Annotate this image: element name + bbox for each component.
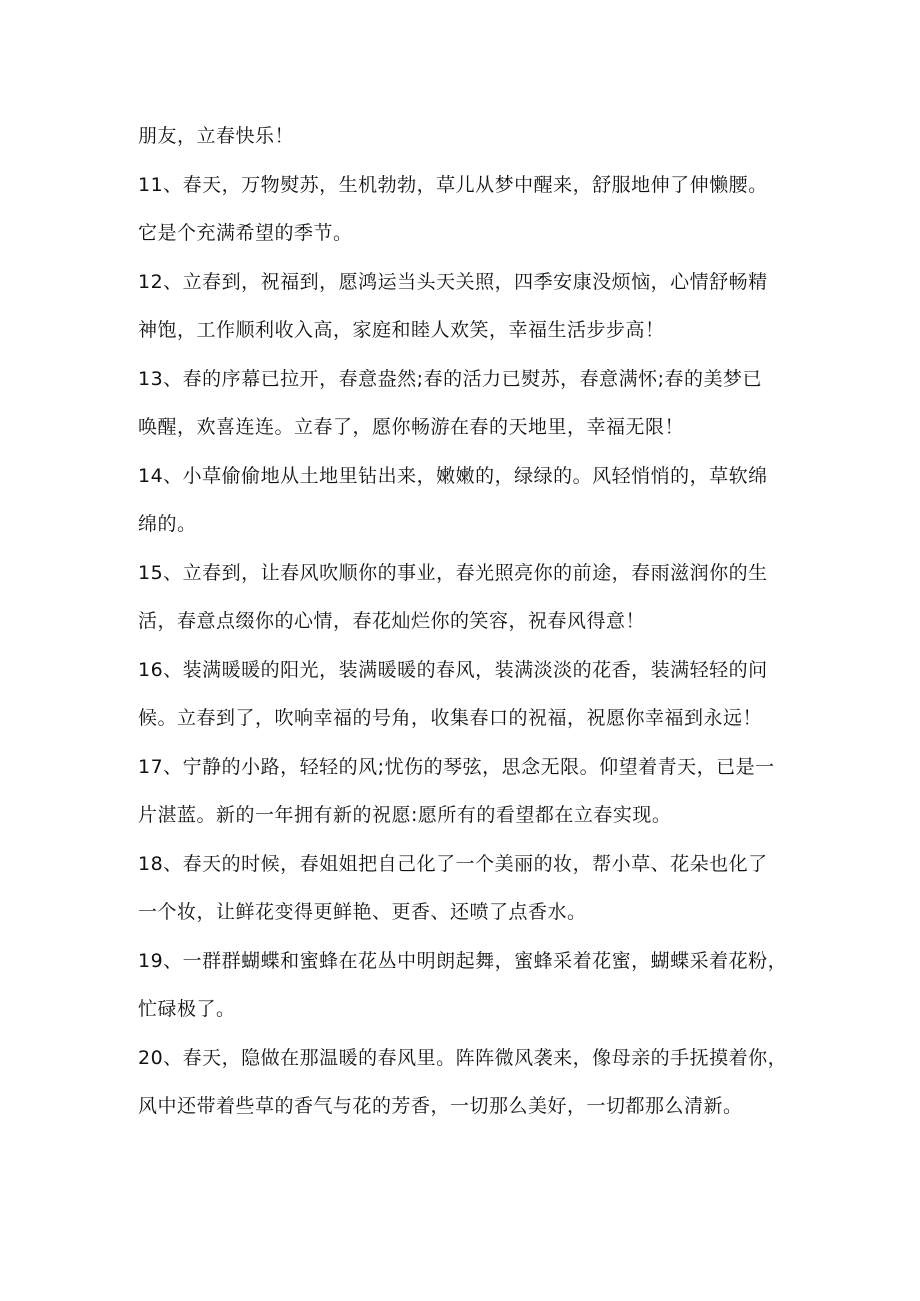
text-line: 活，春意点缀你的心情，春花灿烂你的笑容，祝春风得意！ <box>138 610 646 632</box>
text-line: 候。立春到了，吹响幸福的号角，收集春口的祝福，祝愿你幸福到永远！ <box>138 707 763 729</box>
text-line: 神饱，工作顺利收入高，家庭和睦人欢笑，幸福生活步步高！ <box>138 319 665 341</box>
text-line: 13、春的序幕已拉开，春意盎然;春的活力已熨苏，春意满怀;春的美梦已 <box>138 367 762 390</box>
text-line: 12、立春到，祝福到，愿鸿运当头天关照，四季安康没烦恼，心情舒畅精 <box>138 270 768 293</box>
text-line: 16、装满暖暖的阳光，装满暖暖的春风，装满淡淡的花香，装满轻轻的问 <box>138 658 768 681</box>
text-line: 11、春天，万物熨苏，生机勃勃，草儿从梦中醒来，舒服地伸了伸懒腰。 <box>138 173 768 196</box>
text-line: 风中还带着些草的香气与花的芳香，一切那么美好，一切都那么清新。 <box>138 1095 743 1117</box>
text-line: 20、春天，隐做在那温暖的春风里。阵阵微风袭来，像母亲的手抚摸着你， <box>138 1046 788 1069</box>
text-line: 18、春天的时候，春姐姐把自己化了一个美丽的妆，帮小草、花朵也化了 <box>138 852 768 875</box>
text-line: 绵的。 <box>138 513 197 535</box>
text-line: 片湛蓝。新的一年拥有新的祝愿:愿所有的看望都在立春实现。 <box>138 804 672 826</box>
text-line: 一个妆，让鲜花变得更鲜艳、更香、还喷了点香水。 <box>138 901 587 923</box>
document-text <box>138 112 808 1131</box>
text-line: 忙碌极了。 <box>138 998 236 1020</box>
text-line: 15、立春到，让春风吹顺你的事业，春光照亮你的前途，春雨滋润你的生 <box>138 561 768 584</box>
text-line: 唤醒，欢喜连连。立春了，愿你畅游在春的天地里，幸福无限！ <box>138 416 685 438</box>
text-line: 14、小草偷偷地从土地里钻出来，嫩嫩的，绿绿的。风轻悄悄的，草软绵 <box>138 464 768 487</box>
text-line: 它是个充满希望的季节。 <box>138 222 353 244</box>
text-line: 19、一群群蝴蝶和蜜蜂在花丛中明朗起舞，蜜蜂采着花蜜，蝴蝶采着花粉， <box>138 949 788 972</box>
text-line: 朋友，立春快乐！ <box>138 125 295 147</box>
text-line: 17、宁静的小路，轻轻的风;忧伤的琴弦，思念无限。仰望着青天，已是一 <box>138 755 775 778</box>
